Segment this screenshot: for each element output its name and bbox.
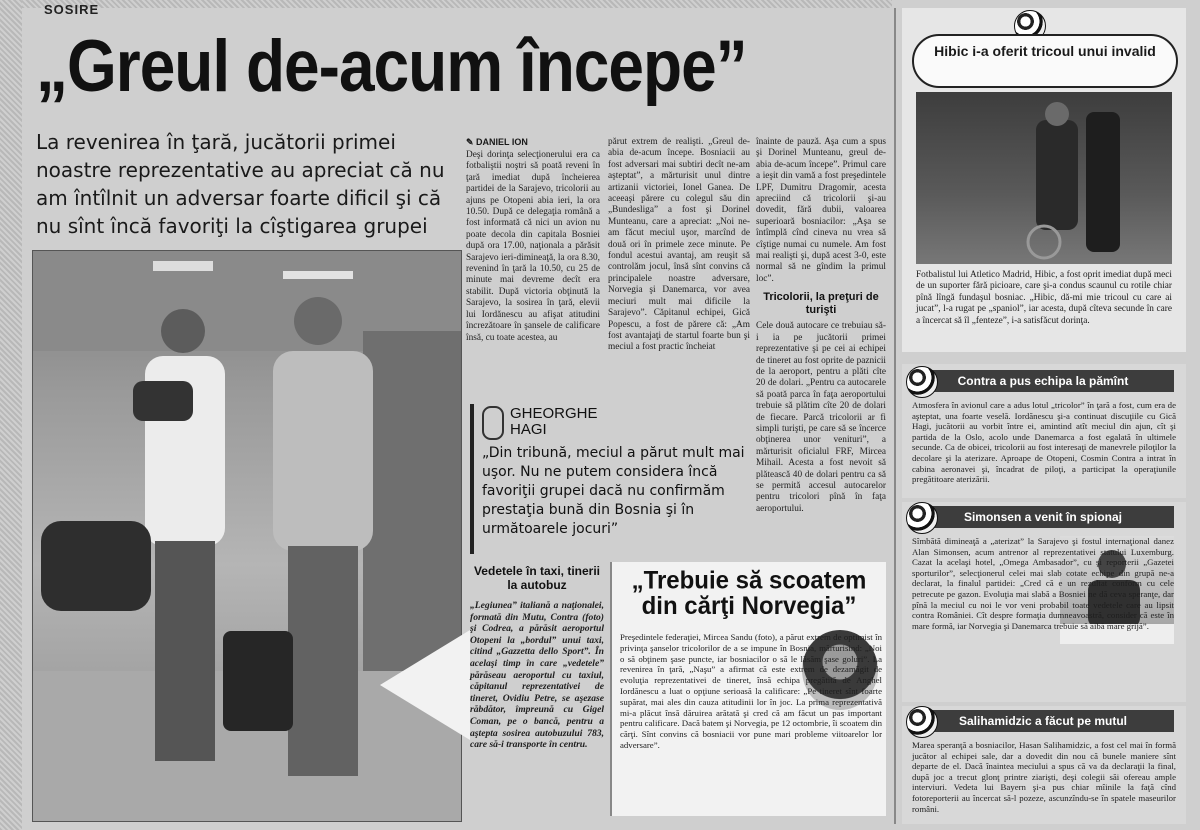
contra-text: Atmosfera în avionul care a adus lotul „tricolor” în ţară a fost, cum era de aşteptat, una foarte veselă. Iordănescu şi-a continuat discuţiile cu Gică Hagi, jucătorii au vorbit între ei, amintind atît meciul din ajun, cît şi partida de la Oslo, acolo unde Danemarca a fost egalată în ultimele secunde. Ca de obicei, tricolorii au fost interesaţi de manevrele piloţilor la decolare şi la aterizare. Aproape de Otopeni, Cosmin Contra a intrat în cabina aeronavei şi, încadrat de piloţi, a participat la operaţiunile pregătitoare aterizării.	[912, 400, 1176, 485]
norvegia-inset	[610, 562, 886, 816]
headline: „Greul de-acum începe”	[36, 24, 747, 107]
football-icon	[906, 502, 938, 534]
byline: ✎ DANIEL ION	[466, 137, 528, 147]
hagi-quote-box	[470, 400, 758, 552]
salihamidzic-box	[902, 706, 1186, 824]
hibic-caption: Fotbalistul lui Atletico Madrid, Hibic, a fost oprit imediat după meci de un suporter fără picioare, care şi-a condus scaunul cu rotile chiar pînă lîngă fundaşul bosniac. „Hibic, dă-mi mie tricoul cu care ai jucat”, l-a rugat pe „spaniol”, iar acesta, după cîteva secunde în care a încercat să îl „fenteze”, i-a satisfăcut dorinţa.	[916, 270, 1172, 326]
hibic-photo-drawing	[916, 92, 1172, 264]
top-edge-hatch	[22, 0, 892, 8]
byline-name: DANIEL ION	[476, 137, 528, 147]
section-tag: SOSIRE	[44, 2, 100, 17]
contra-headline: Contra a pus echipa la pămînt	[912, 370, 1174, 392]
body-column-1	[466, 150, 600, 344]
quote-rule	[470, 404, 474, 554]
body-column-3a-text: înainte de pauză. Aşa cum a spus şi Dorinel Munteanu, greul de-abia de-acum începe”. Primul care a ieşit din vamă a fost preşedintele LPF, Dumitru Dragomir, acesta apreciind că tricolorii şi-au dovedit, fără dubii, valoarea superioară bosniacilor: „Aşa se întîmplă cînd cineva nu vrea să cîştige numai cu numele. Am fost mai realişti şi, după acest 3-0, este normal să ne gîndim la primul loc”.	[756, 137, 886, 284]
simonsen-text: Sîmbătă dimineaţă a „aterizat” la Sarajevo şi fostul internaţional danez Alan Simonsen, acum antrenor al reprezentativei statului Luxemburg. Cazat la acelaşi hotel, „Omega Ambasador”, cu şi reporterii „Gazetei sporturilor”, selecţionerul celei mai slab cotate echipe din grupă ne-a declarat, la finalul partidei: „Cred că e un rezultat conform cu cele petrecute pe gazon. Evoluţia mai slabă a Bosniei ne dă ceva speranţe, dar pînă la meciul cu noi le vor veni probabil toate vedetele care au lipsit contra României. Cît despre formaţia dumneavoastră, consider că este în mare formă, iar Norvegia şi Danemarca trebuie să aibă mare grijă”.	[912, 536, 1174, 631]
salihamidzic-text: Marea speranţă a bosniacilor, Hasan Salihamidzic, a fost cel mai în formă jucător al echipei sale, dar a dovedit din nou că bunele maniere sînt departe de el. Dacă înaintea meciului a spus că va da declaraţii la final, după joc a trecut glonţ printre ziarişti, deşi colegii săi ofereau ample interviuri. Vedeta lui Bayern şi-a pus chiar mîinile la faţă cînd fotoreporterii au încercat să-l pozeze, ascunzîndu-se în spatele maseurilor români.	[912, 740, 1176, 814]
column-separator	[894, 8, 896, 824]
body-column-3	[756, 137, 886, 515]
body-column-2-text: părut extrem de realişti. „Greul de-abia de-acum începe. Bosniacii au fost adversari mai subtiri decît ne-am aşteptat”, a mărturisit unul dintre artizanii victoriei, Ionel Ganea. De aceeaşi părere cu colegul său din „Bundesliga” a fost şi Dorinel Munteanu, care a apreciat: „Noi ne-am făcut meciul uşor, marcînd de două ori în primele zece minute. Pe fondul acestui avantaj, am reuşit să controlăm jocul, însă sînt convins că principalele noastre adversare, Norvegia şi Danemarca, vor avea meciuri mult mai dificile la Sarajevo”. Căpitanul echipei, Gică Popescu, a fost de părere că: „Am fost avantajaţi de startul foarte bun şi meciul a fost practic încheiat	[608, 137, 750, 353]
taxi-text: „Legiunea” italiană a naţionalei, formată din Mutu, Contra (foto) şi Codrea, a părăsit aeroportul Otopeni la „bordul” unui taxi, citind „Gazzetta dello Sport”. În acelaşi timp în care „vedetele” părăseau aeroportul cu taxiul, căpitanul reprezentativei de tineret, Ovidiu Petre, se aşezase răbdător, împreună cu Gigel Coman, pe o bancă, pentru a aştepta sosirea autobuzului 783, care să-i transporte în centru.	[470, 600, 604, 751]
inset-headline: „Trebuie să scoatem din cărţi Norvegia”	[631, 566, 867, 621]
football-icon	[906, 366, 938, 398]
caption-pointer	[380, 630, 470, 740]
body-column-2	[608, 137, 750, 354]
hibic-headline: Hibic i-a oferit tricoul unui invalid	[934, 43, 1156, 59]
quote-name-first: GHEORGHE	[510, 405, 598, 422]
hibic-box	[902, 8, 1186, 352]
taxi-sidebar	[470, 564, 604, 751]
simonsen-headline: Simonsen a venit în spionaj	[912, 506, 1174, 528]
deck: La revenirea în ţară, jucătorii primei noastre reprezentative au apreciat că nu am întîlnit un adversar foarte dificil şi că nu sînt încă favoriţi la cîştigarea grupei	[36, 130, 445, 238]
quote-name-last: HAGI	[510, 421, 547, 438]
hibic-headline-oval	[912, 34, 1178, 88]
quote-text: „Din tribună, meciul a părut mult mai uşor. Nu ne putem considera încă favoriţii grupei dacă nu confirmăm prestaţia bună din Bosnia şi în următoarele jocuri”	[482, 445, 745, 537]
right-column	[902, 8, 1190, 824]
contra-box	[902, 364, 1186, 498]
football-icon	[906, 706, 938, 738]
left-edge-hatch	[0, 0, 22, 830]
hibic-photo	[916, 92, 1172, 264]
simonsen-box	[902, 502, 1186, 702]
salihamidzic-headline: Salihamidzic a făcut pe mutul	[912, 710, 1174, 732]
microphone-icon	[482, 406, 504, 440]
body-column-3b-text: Cele două autocare ce trebuiau să-i ia pe jucătorii primei reprezentative şi pe cei ai echipei de tineret au fost oprite de paznicii de la aeroport, pentru a plăti cîte 20 de dolari. „Pentru ca autocarele să poată parca în faţa aeroportului trebuie să plătim cîte 20 de dolari de fiecare. Parcă tricolorii ar fi simpli turişti, pe care să se încerce obţinerea unor venituri”, a mărturisit oficialul FRF, Mircea Mihail. Acesta a fost nevoit să plătească 40 de dolari pentru ca să se permită accesul autocarelor pentru tricolori pînă în faţa aeroportului.	[756, 321, 886, 514]
inset-text: Preşedintele federaţiei, Mircea Sandu (foto), a părut extrem de optimist în privinţa şanselor tricolorilor de a se impune în Bosnia, mărturisind: „Noi o să obţinem şase puncte, iar bosniacilor o să le lăsăm şase goluri”. La revenirea în ţară, „Naşu” a afirmat că este extrem de dezamăgit de evoluţia reprezentativei de tineret, însă echipa pregătită de Anghel Iordănescu a luat o opţiune serioasă la calificare: „Pe tineret sînt foarte supărat, mai ales din cauza atitudinii lor în joc. La prima reprezentativă mi-a plăcut însă dăruirea arătată şi cred că am făcut un pas important pentru calificare. Dacă batem şi Norvegia, pe 12 octombrie, îi scoatem din cărţi. Sînt convins că bosniacii vor pune mari probleme viitoarelor lor adversare”.	[620, 632, 882, 750]
body-column-1-text: Deşi dorinţa selecţionerului era ca fotbaliştii noştri să poată reveni în ţară imediat după încheierea partidei de la Sarajevo, tricolorii au ajuns pe Otopeni abia ieri, la ora 10.50. După ce delegaţia română a fost informată că nici un avion nu poate decola din capitala Bosniei după ora 17.00, naţionala a părăsit Sarajevo ieri-dimineaţă, la ora 8.30, revenind în ţară la 10.50, cu 25 de minute mai devreme decît era stabilit. După victoria obţinută la Sarajevo, la sosirea în ţară, elevii lui Iordănescu au afişat atitudini încrezătoare în şansele de calificare însă, cu toate acestea, au	[466, 150, 600, 343]
taxi-subhead: Vedetele în taxi, tinerii la autobuz	[473, 564, 601, 592]
col3-subhead: Tricolorii, la preţuri de turişti	[763, 291, 879, 317]
